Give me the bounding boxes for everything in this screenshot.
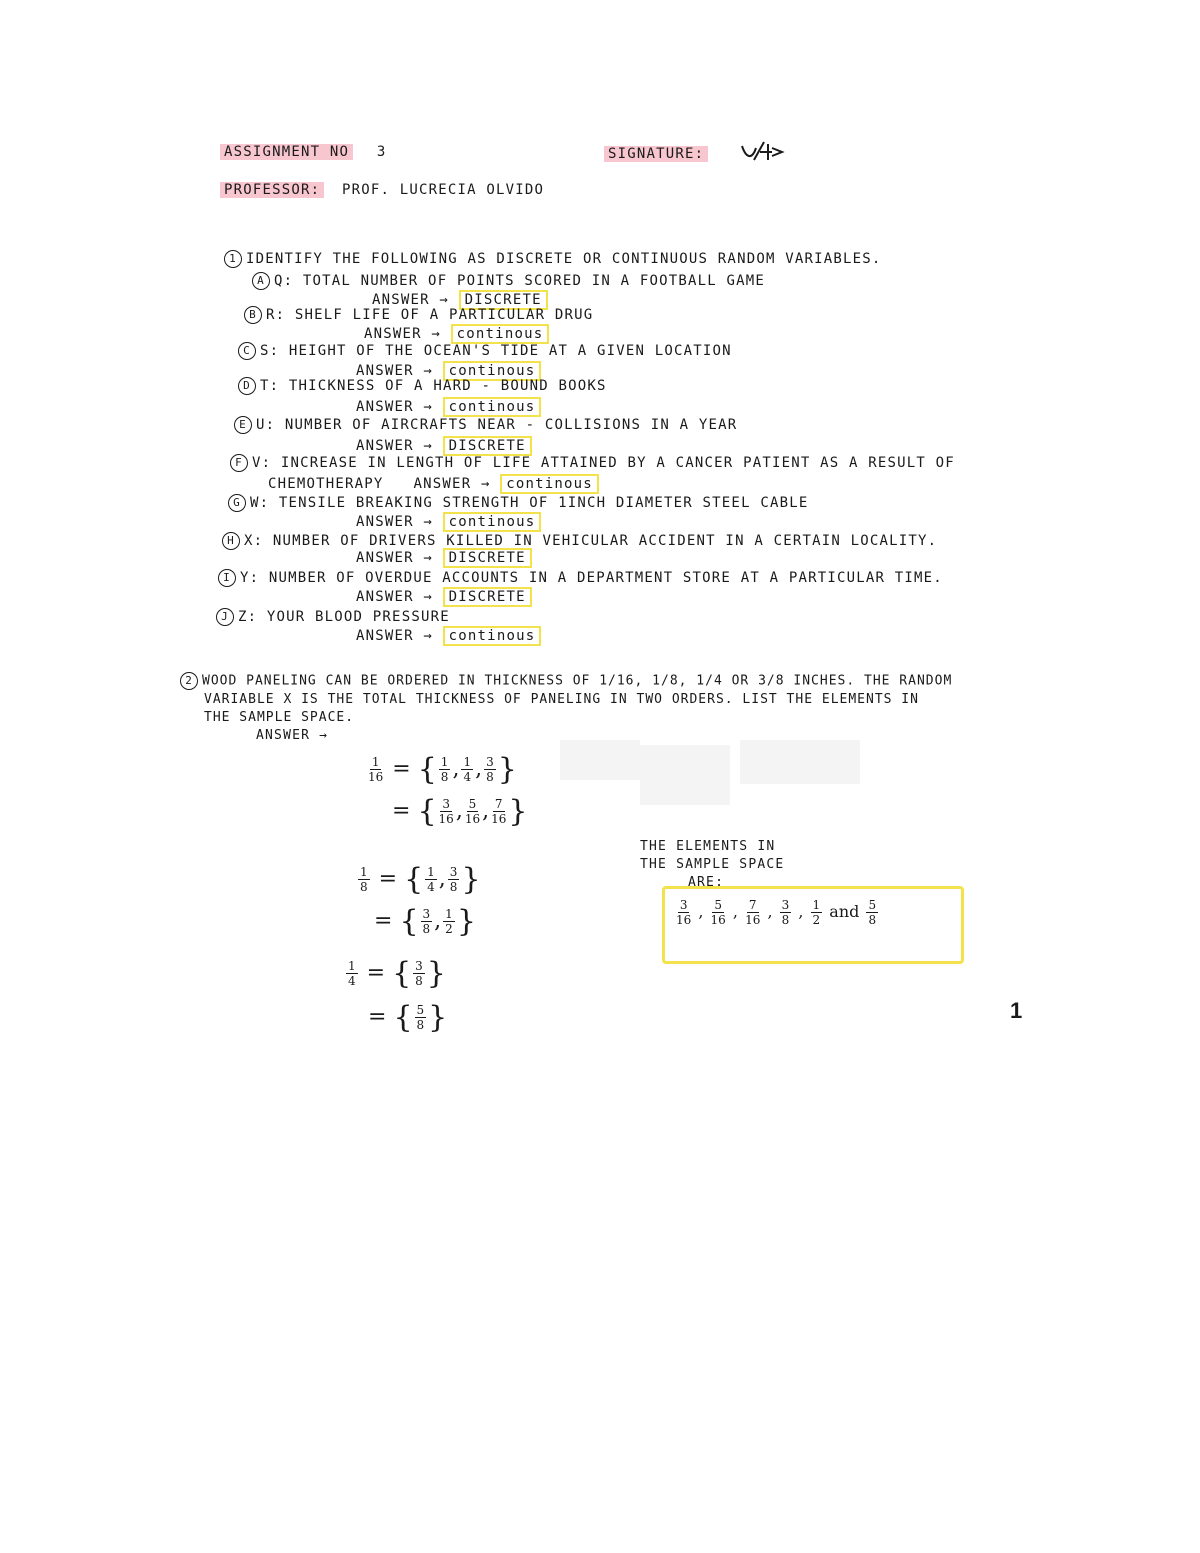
q1-item-b	[244, 306, 593, 324]
q1-answer-h	[356, 550, 532, 566]
answer-box: continous	[443, 512, 542, 532]
answer-box: continous	[443, 626, 542, 646]
item-text: Z: YOUR BLOOD PRESSURE	[238, 609, 450, 625]
denominator: 2	[445, 922, 453, 936]
q1-item-e	[234, 416, 737, 434]
open-brace: {	[404, 862, 424, 897]
comma: ,	[475, 756, 483, 782]
item-text: Q: TOTAL NUMBER OF POINTS SCORED IN A FOOTBALL GAME	[274, 273, 766, 289]
open-brace: {	[417, 752, 437, 787]
element-fraction	[811, 898, 823, 927]
q1-answer-g	[356, 514, 541, 530]
item-text: S: HEIGHT OF THE OCEAN'S TIDE AT A GIVEN LOCATION	[260, 343, 732, 359]
lhs-fraction	[368, 755, 383, 784]
numerator: 3	[415, 959, 423, 973]
erased-area	[740, 740, 860, 784]
comma: ,	[762, 902, 778, 921]
open-brace: {	[393, 1000, 413, 1035]
denominator: 2	[812, 913, 821, 927]
answer-label: ANSWER →	[356, 514, 434, 530]
work-row	[392, 794, 527, 829]
denominator: 8	[360, 880, 368, 894]
answer-label: ANSWER →	[356, 438, 434, 454]
item-text-continued: CHEMOTHERAPY	[268, 476, 384, 492]
item-text: W: TENSILE BREAKING STRENGTH OF 1INCH DIAMETER STEEL CABLE	[250, 495, 809, 511]
q1-item-j	[216, 608, 450, 626]
set-fraction	[465, 797, 480, 826]
item-mark: D	[238, 377, 256, 395]
assignment-number: 3	[376, 144, 387, 160]
open-brace: {	[392, 956, 412, 991]
comma: ,	[727, 902, 744, 921]
set-fraction	[439, 797, 454, 826]
numerator: 5	[714, 898, 722, 912]
item-text: Y: NUMBER OF OVERDUE ACCOUNTS IN A DEPARTMENT STORE AT A PARTICULAR TIME.	[240, 570, 943, 586]
equals-sign: =	[374, 908, 400, 934]
comma: ,	[438, 866, 446, 892]
denominator: 8	[486, 770, 494, 784]
q1-answer-d	[356, 399, 541, 415]
answer-label: ANSWER →	[413, 476, 491, 492]
numerator: 3	[422, 907, 431, 921]
answer-label: ANSWER →	[356, 589, 434, 605]
elements-caption	[640, 838, 784, 892]
answer-label: ANSWER →	[364, 326, 442, 342]
item-mark: I	[218, 569, 236, 587]
equals-sign: =	[385, 756, 418, 782]
set-fraction	[484, 755, 496, 784]
professor-line	[220, 182, 544, 198]
q2-line3	[204, 710, 354, 725]
comma: ,	[693, 902, 709, 921]
numerator: 3	[781, 898, 790, 912]
open-brace: {	[417, 794, 437, 829]
answer-box: continous	[443, 397, 542, 417]
item-mark: G	[228, 494, 246, 512]
elements-list	[674, 898, 880, 927]
q1-prompt-text: IDENTIFY THE FOLLOWING AS DISCRETE OR CONTINUOUS RANDOM VARIABLES.	[246, 251, 882, 267]
element-fraction	[866, 898, 878, 927]
set-fraction	[439, 755, 451, 784]
numerator: 1	[440, 755, 449, 769]
q1-number: 1	[224, 250, 242, 268]
denominator: 8	[415, 974, 423, 988]
q1-answer-i	[356, 589, 532, 605]
q1-prompt	[224, 250, 882, 268]
answer-box: DISCRETE	[443, 436, 532, 456]
equals-sign: =	[368, 1004, 394, 1030]
numerator: 1	[427, 865, 435, 879]
q1-item-d	[238, 377, 607, 395]
denominator: 16	[368, 770, 384, 784]
comma: ,	[482, 798, 490, 824]
signature-label: SIGNATURE:	[604, 146, 708, 162]
answer-label: ANSWER →	[356, 363, 434, 379]
numerator: 1	[812, 898, 821, 912]
item-mark: A	[252, 272, 270, 290]
q1-item-i	[218, 569, 943, 587]
equals-sign: =	[392, 798, 418, 824]
lhs-fraction	[346, 959, 358, 988]
item-mark: E	[234, 416, 252, 434]
close-brace: }	[508, 794, 528, 829]
lhs-fraction	[358, 865, 370, 894]
answer-label: ANSWER →	[372, 292, 450, 308]
answer-box: continous	[500, 474, 599, 494]
q2-text-line3: THE SAMPLE SPACE.	[204, 710, 355, 725]
signature-area	[604, 146, 708, 162]
close-brace: }	[428, 1000, 448, 1035]
answer-label: ANSWER →	[256, 728, 329, 743]
answer-box: continous	[443, 361, 542, 381]
numerator: 1	[360, 865, 368, 879]
set-fraction	[491, 797, 506, 826]
numerator: 5	[416, 1003, 425, 1017]
q2-line1	[180, 672, 952, 690]
q1-answer-j	[356, 628, 541, 644]
numerator: 3	[486, 755, 494, 769]
work-row	[366, 752, 517, 787]
q1-item-h	[222, 532, 937, 550]
denominator: 4	[463, 770, 472, 784]
set-fraction	[413, 959, 425, 988]
item-mark: B	[244, 306, 262, 324]
q2-line2	[204, 692, 919, 707]
numerator: 5	[868, 898, 877, 912]
elements-caption-line3: ARE:	[688, 875, 725, 890]
page-number: 1	[1010, 998, 1023, 1023]
denominator: 16	[438, 812, 454, 826]
element-fraction	[676, 898, 691, 927]
denominator: 16	[745, 913, 761, 927]
denominator: 16	[491, 812, 507, 826]
professor-label: PROFESSOR:	[220, 182, 324, 198]
q2-text-line2: VARIABLE X IS THE TOTAL THICKNESS OF PANELING IN TWO ORDERS. LIST THE ELEMENTS IN	[204, 692, 919, 707]
equals-sign: =	[359, 960, 393, 986]
answer-label: ANSWER →	[356, 399, 434, 415]
comma: ,	[793, 902, 809, 921]
item-mark: H	[222, 532, 240, 550]
set-fraction	[425, 865, 437, 894]
element-fraction	[711, 898, 726, 927]
work-row	[344, 956, 446, 991]
comma: ,	[455, 798, 463, 824]
answer-box: DISCRETE	[443, 548, 532, 568]
denominator: 8	[416, 1018, 425, 1032]
q1-answer-e	[356, 438, 532, 454]
q1-item-a	[252, 272, 765, 290]
denominator: 8	[868, 913, 877, 927]
denominator: 4	[348, 974, 356, 988]
denominator: 16	[676, 913, 692, 927]
q1-item-c	[238, 342, 732, 360]
elements-caption-line2: THE SAMPLE SPACE	[640, 857, 785, 872]
and-word: and	[824, 902, 865, 921]
answer-box: DISCRETE	[459, 290, 548, 310]
signature-mark-icon	[738, 138, 788, 166]
assignment-header	[220, 144, 386, 160]
work-row	[368, 1000, 447, 1035]
numerator: 3	[442, 797, 450, 811]
element-fraction	[780, 898, 792, 927]
equals-sign: =	[371, 866, 405, 892]
numerator: 1	[445, 907, 453, 921]
element-fraction	[745, 898, 760, 927]
denominator: 16	[710, 913, 726, 927]
comma: ,	[434, 908, 442, 934]
item-text: X: NUMBER OF DRIVERS KILLED IN VEHICULAR ACCIDENT IN A CERTAIN LOCALITY.	[244, 533, 938, 549]
set-fraction	[415, 1003, 427, 1032]
answer-box: continous	[451, 324, 550, 344]
q1-item-f	[230, 454, 955, 472]
work-row	[356, 862, 481, 897]
numerator: 1	[463, 755, 472, 769]
assignment-label: ASSIGNMENT NO	[220, 144, 353, 160]
numerator: 1	[348, 959, 356, 973]
open-brace: {	[399, 904, 419, 939]
item-text: V: INCREASE IN LENGTH OF LIFE ATTAINED BY A CANCER PATIENT AS A RESULT OF	[252, 455, 955, 471]
denominator: 8	[449, 880, 458, 894]
item-text: U: NUMBER OF AIRCRAFTS NEAR - COLLISIONS IN A YEAR	[256, 417, 738, 433]
numerator: 7	[748, 898, 757, 912]
professor-name: PROF. LUCRECIA OLVIDO	[341, 182, 545, 198]
numerator: 1	[371, 755, 380, 769]
denominator: 8	[422, 922, 431, 936]
answer-label: ANSWER →	[356, 628, 434, 644]
denominator: 8	[781, 913, 790, 927]
numerator: 3	[679, 898, 688, 912]
erased-area	[560, 740, 640, 780]
denominator: 4	[427, 880, 435, 894]
work-row	[374, 904, 476, 939]
close-brace: }	[426, 956, 446, 991]
item-mark: C	[238, 342, 256, 360]
close-brace: }	[456, 904, 476, 939]
q2-number: 2	[180, 672, 198, 690]
item-text: T: THICKNESS OF A HARD - BOUND BOOKS	[260, 378, 607, 394]
q2-answer-label	[256, 728, 328, 743]
numerator: 5	[468, 797, 477, 811]
denominator: 8	[440, 770, 449, 784]
set-fraction	[448, 865, 460, 894]
answer-box: DISCRETE	[443, 587, 532, 607]
q1-answer-b	[364, 326, 549, 342]
erased-area	[640, 745, 730, 805]
comma: ,	[452, 756, 460, 782]
item-text: R: SHELF LIFE OF A PARTICULAR DRUG	[266, 307, 594, 323]
denominator: 16	[464, 812, 481, 826]
set-fraction	[421, 907, 433, 936]
item-mark: F	[230, 454, 248, 472]
item-mark: J	[216, 608, 234, 626]
close-brace: }	[497, 752, 517, 787]
set-fraction	[443, 907, 455, 936]
set-fraction	[461, 755, 473, 784]
q1-item-g	[228, 494, 808, 512]
q2-text-line1: WOOD PANELING CAN BE ORDERED IN THICKNESS OF 1/16, 1/8, 1/4 OR 3/8 INCHES. THE RANDOM	[202, 673, 953, 689]
close-brace: }	[461, 862, 481, 897]
elements-caption-line1: THE ELEMENTS IN	[640, 839, 776, 854]
numerator: 3	[449, 865, 458, 879]
q1-item-f-line2	[268, 476, 599, 492]
answer-label: ANSWER →	[356, 550, 434, 566]
numerator: 7	[494, 797, 503, 811]
